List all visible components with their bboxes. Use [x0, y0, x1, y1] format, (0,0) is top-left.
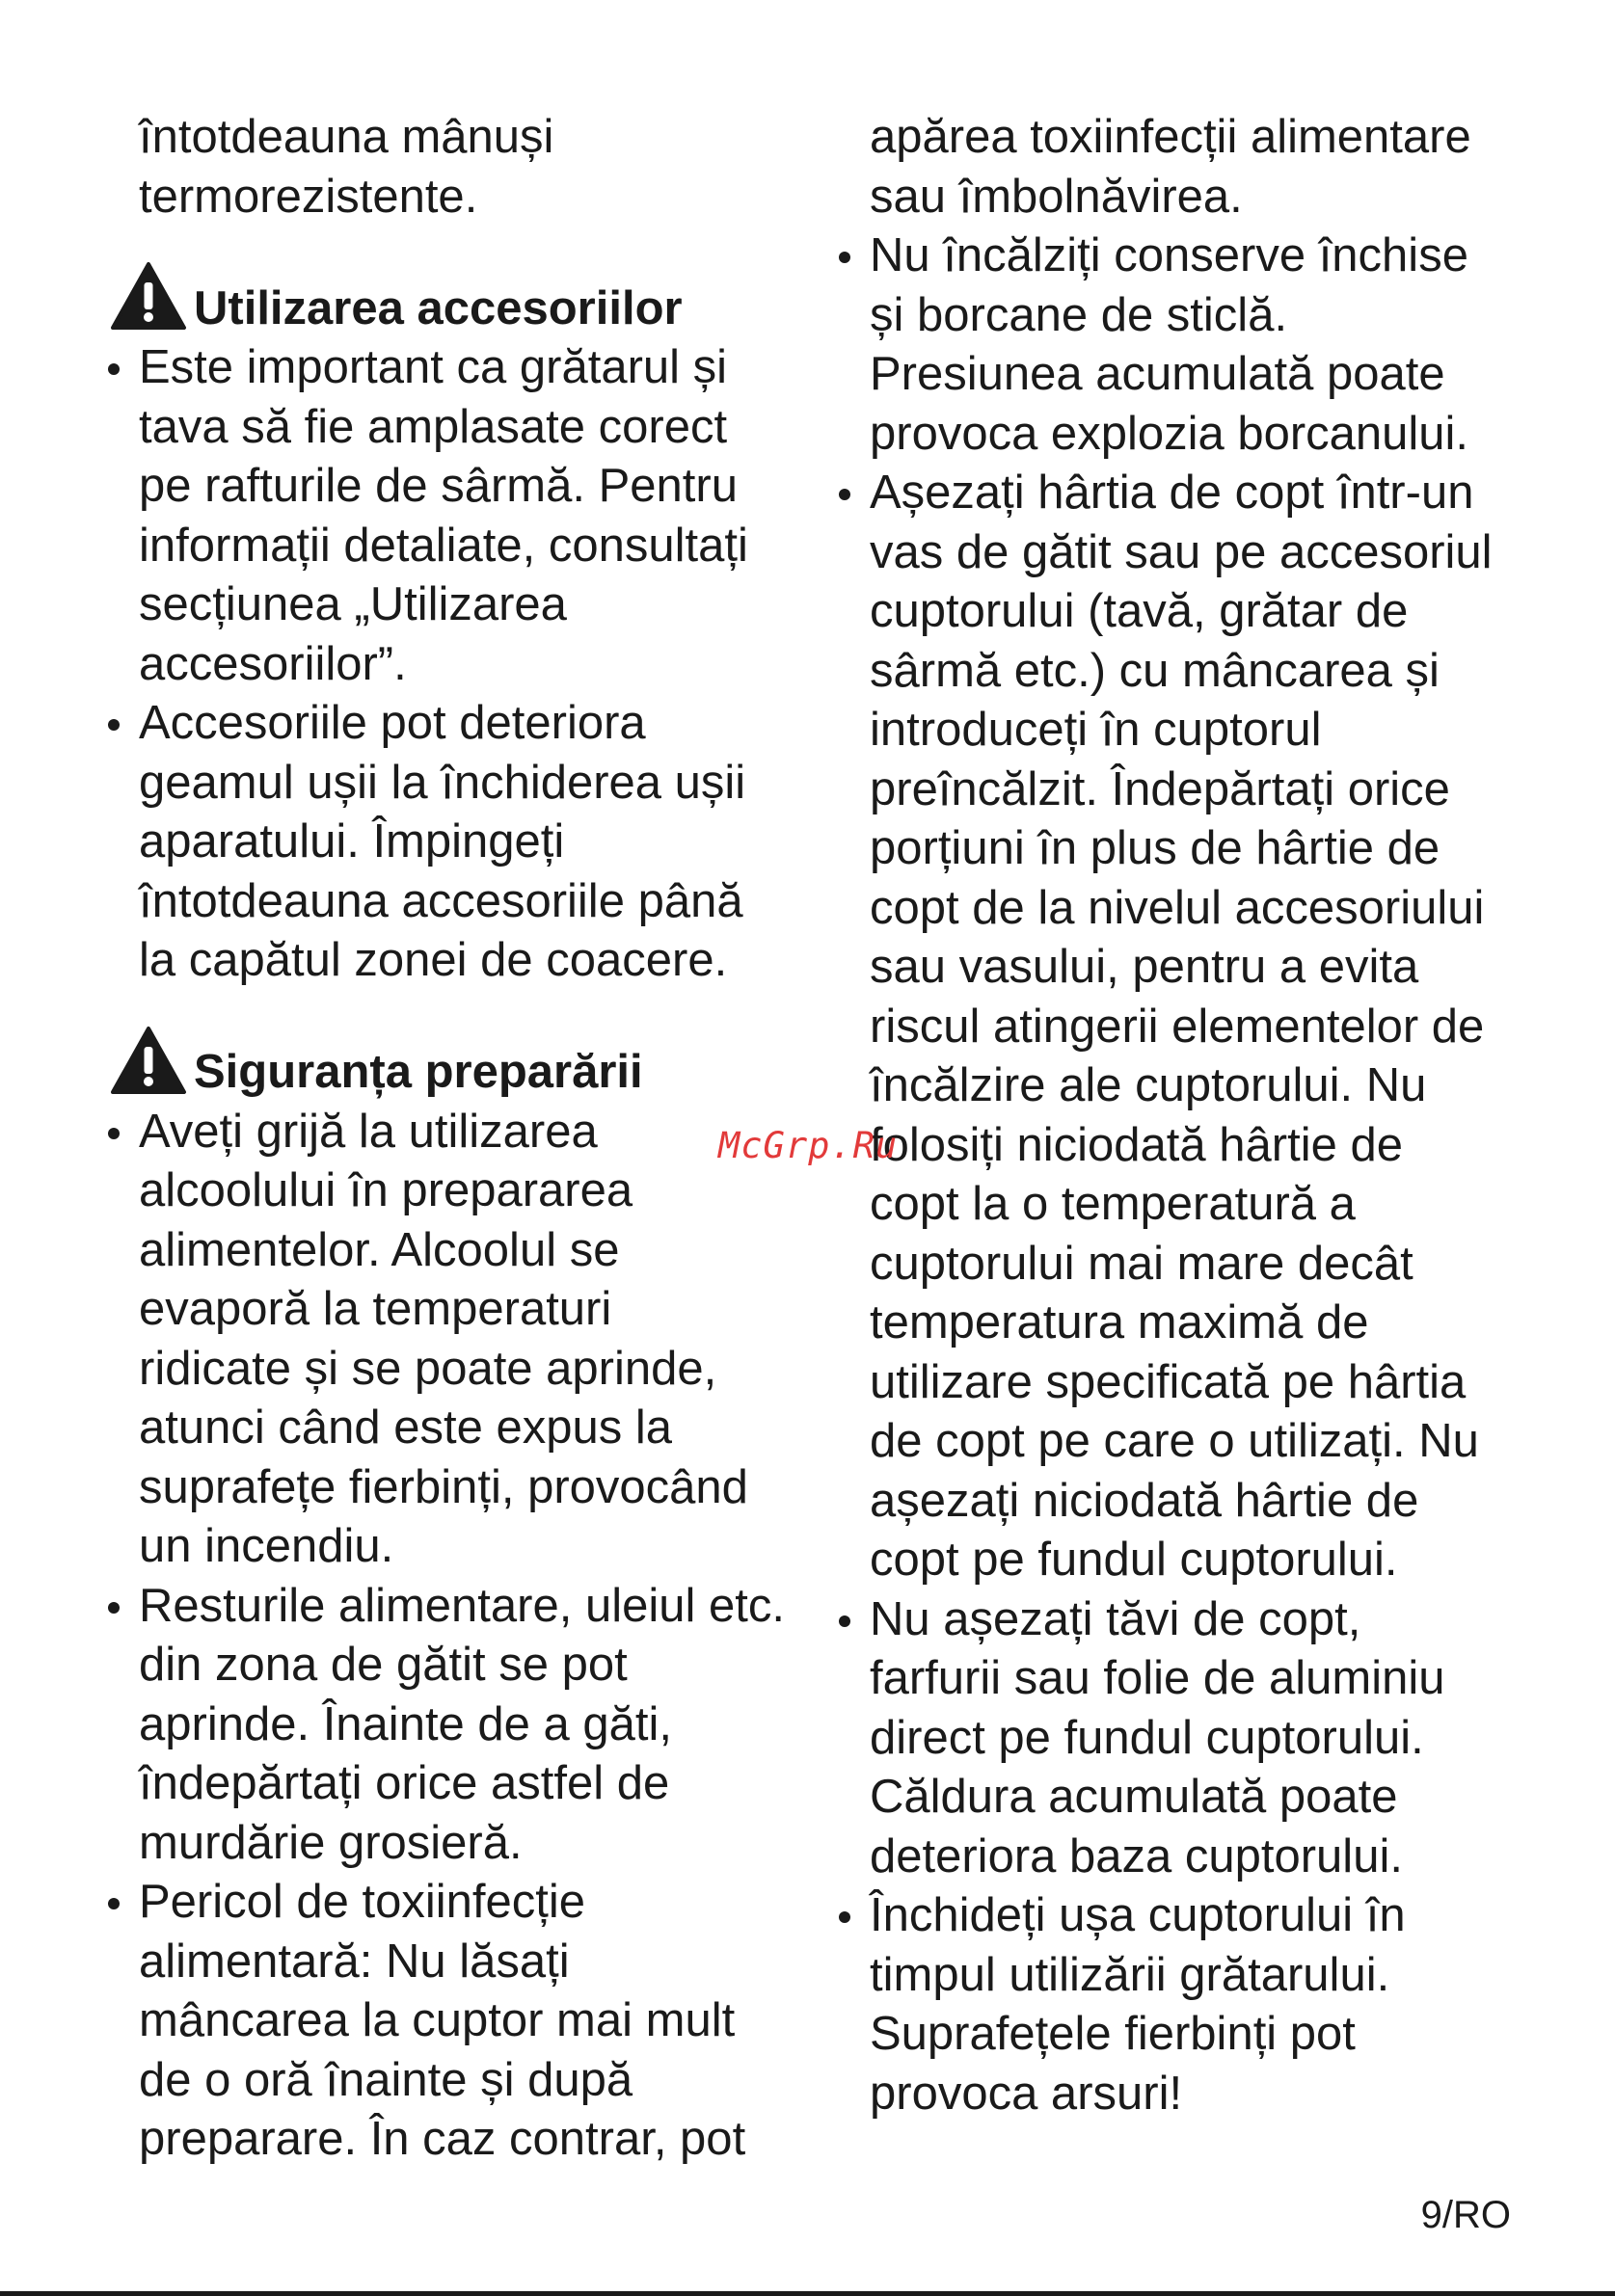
section-title: Siguranța preparării: [194, 1046, 643, 1098]
section-title: Utilizarea accesoriilor: [194, 281, 683, 334]
list-item: [835, 464, 1529, 1590]
list-item: [835, 227, 1529, 464]
warning-triangle-icon: [110, 261, 187, 331]
list-item-text: Pericol de toxiinfecție alimentară: Nu lăsați mâncarea la cuptor mai mult de o oră înainte și după preparare. În caz contrar, pot: [139, 1876, 746, 2165]
list-item-text: Nu încălziți conserve închise și borcane de sticlă. Presiunea acumulată poate provoca explozia borcanului.: [870, 229, 1469, 460]
left-column: [104, 108, 798, 2170]
right-column: [835, 108, 1529, 2123]
list-item: [104, 1103, 798, 1577]
section-heading-cooking-safety: [104, 1029, 798, 1103]
list-item-text: Este important ca grătarul și tava să fie amplasate corect pe rafturile de sârmă. Pentru informații detaliate, consultați secțiunea „Utilizarea accesoriilor”.: [139, 341, 748, 690]
accessories-list: [104, 338, 798, 991]
bottom-divider: [0, 2291, 1615, 2296]
left-intro-text: întotdeauna mânuși termorezistente.: [139, 111, 554, 223]
list-item-text: Așezați hârtia de copt într-un vas de gătit sau pe accesoriul cuptorului (tavă, grătar de sârmă etc.) cu mâncarea și introduceți în cuptorul preîncălzit. Îndepărtați orice porțiuni în plus de hârtie de copt de la nivelul accesoriului sau vasului, pentru a evita riscul atingerii elementelor de încălzire ale cuptorului. Nu folosiți niciodată hârtie de copt la o temperatură a cuptorului mai mare decât temperatura maximă de utilizare specificată pe hârtia de copt pe care o utilizați. Nu așezați niciodată hârtie de copt pe fundul cuptorului.: [870, 467, 1493, 1586]
list-item-text: Nu așezați tăvi de copt, farfurii sau folie de aluminiu direct pe fundul cuptorului. Căldura acumulată poate deteriora baza cuptorului.: [870, 1592, 1445, 1882]
warning-triangle-icon: [110, 1026, 187, 1095]
list-item-text: Aveți grijă la utilizarea alcoolului în prepararea alimentelor. Alcoolul se evaporă la temperaturi ridicate și se poate aprinde, atunci când este expus la suprafețe fierbinți, provocând un incendiu.: [139, 1105, 748, 1572]
list-item: [104, 1873, 798, 2170]
list-item: [104, 338, 798, 694]
list-item-text: Închideți ușa cuptorului în timpul utilizării grătarului. Suprafețele fierbinți pot provoca arsuri!: [870, 1889, 1406, 2120]
page-number: 9/RO: [1420, 2194, 1511, 2236]
cooking-safety-list: [104, 1103, 798, 2170]
list-item: [104, 1577, 798, 1874]
right-intro-text: apărea toxiinfecții alimentare sau îmbolnăvirea.: [870, 111, 1471, 223]
list-item-text: Accesoriile pot deteriora geamul ușii la închiderea ușii aparatului. Împingeți întotdeauna accesoriile până la capătul zonei de coacere.: [139, 697, 746, 986]
watermark: McGrp.Ru: [718, 1125, 899, 1166]
right-list: [835, 227, 1529, 2123]
section-heading-accessories: [104, 265, 798, 338]
list-item-text: Resturile alimentare, uleiul etc. din zona de gătit se pot aprinde. Înainte de a găti, îndepărtați orice astfel de murdărie grosieră.: [139, 1579, 785, 1869]
list-item: [835, 1886, 1529, 2123]
list-item: [104, 694, 798, 991]
list-item: [835, 1590, 1529, 1887]
